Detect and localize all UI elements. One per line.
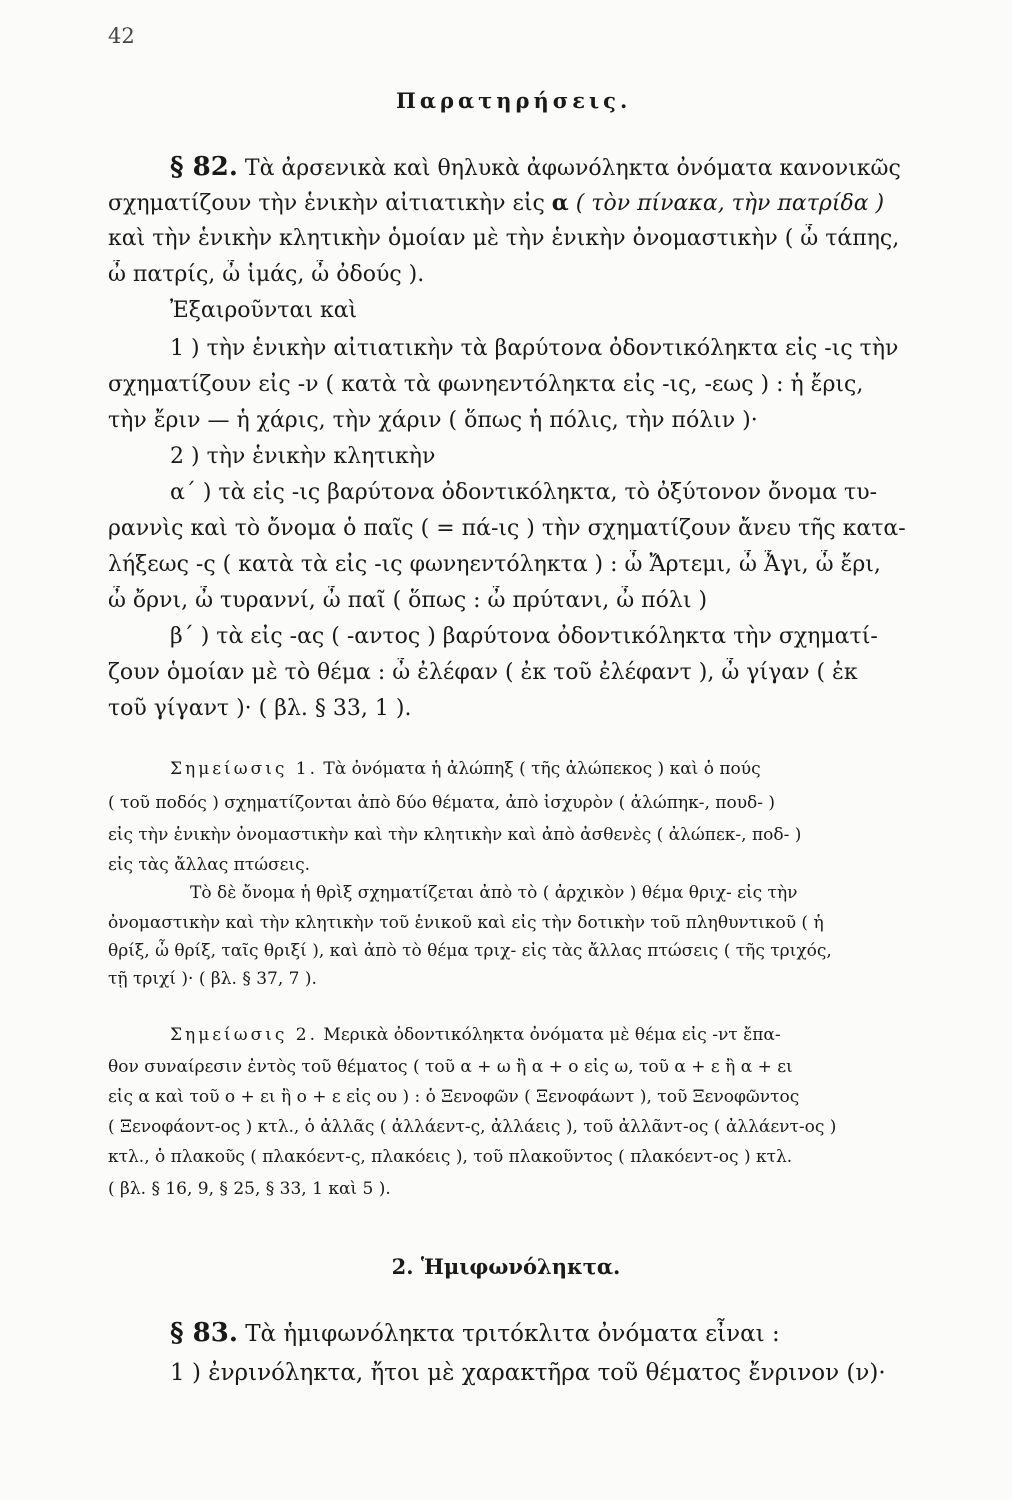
para82-line5: Ἐξαιροῦνται καὶ: [170, 298, 358, 323]
note1-line6: ὀνομαστικὴν καὶ τὴν κλητικὴν τοῦ ἑνικοῦ καὶ εἰς τὴν δοτικὴν τοῦ πληθυντικοῦ ( ἡ: [108, 913, 824, 933]
page-number: 42: [108, 24, 135, 48]
section2-heading: 2. Ἡμιφωνόληκτα.: [391, 1254, 621, 1279]
note2-line3: εἰς α καὶ τοῦ ο + ει ἢ ο + ε εἰς ου ) : ὁ Ξενοφῶν ( Ξενοφάωντ ), τοῦ Ξενοφῶντος: [108, 1087, 800, 1107]
note1-line1: Σημείωσις 1. Τὰ ὀνόματα ἡ ἀλώπηξ ( τῆς ἀλώπεκος ) καὶ ὁ πούς: [170, 759, 761, 779]
note2-line5: κτλ., ὁ πλακοῦς ( πλακόεντ-ς, πλακόεις ), τοῦ πλακοῦντος ( πλακόεντ-ος ) κτλ.: [108, 1147, 793, 1167]
note1-line7: θρίξ, ὦ θρίξ, ταῖς θριξί ), καὶ ἀπὸ τὸ θέμα τριχ- εἰς τὰς ἄλλας πτώσεις ( τῆς τριχός,: [108, 941, 832, 961]
para82-line15: ζουν ὁμοίαν μὲ τὸ θέμα : ὦ ἐλέφαν ( ἐκ τοῦ ἐλέφαντ ), ὦ γίγαν ( ἐκ: [108, 660, 858, 685]
para82-line16: τοῦ γίγαντ )· ( βλ. § 33, 1 ).: [108, 696, 412, 721]
para82-line9: 2 ) τὴν ἑνικὴν κλητικὴν: [170, 444, 436, 469]
para82-line11: ραννὶς καὶ τὸ ὄνομα ὁ παῖς ( = πά-ις ) τὴν σχηματίζουν ἄνευ τῆς κατα-: [108, 516, 906, 541]
para82-line8: τὴν ἔριν — ἡ χάρις, τὴν χάριν ( ὅπως ἡ πόλις, τὴν πόλιν )·: [108, 408, 758, 433]
para82-line12: λήξεως -ς ( κατὰ τὰ εἰς -ις φωνηεντόληκτα ) : ὦ Ἄρτεμι, ὦ Ἆγι, ὦ ἔρι,: [108, 552, 881, 577]
section-number-82: § 82.: [170, 152, 238, 182]
note2-label: Σημείωσις 2.: [170, 1025, 319, 1045]
para82-line2: σχηματίζουν τὴν ἑνικὴν αἰτιατικὴν εἰς α ( τὸν πίνακα, τὴν πατρίδα ): [108, 190, 885, 216]
para82-line13: ὦ ὄρνι, ὦ τυραννί, ὦ παῖ ( ὅπως : ὦ πρύτανι, ὦ πόλι ): [108, 588, 708, 613]
para82-line6: 1 ) τὴν ἑνικὴν αἰτιατικὴν τὰ βαρύτονα ὀδοντικόληκτα εἰς -ις τὴν: [170, 336, 899, 361]
para83-line2: 1 ) ἐνρινόληκτα, ἤτοι μὲ χαρακτῆρα τοῦ θέματος ἔνρινον (ν)·: [170, 1360, 886, 1386]
note1-line3: εἰς τὴν ἑνικὴν ὀνομαστικὴν καὶ τὴν κλητικὴν καὶ ἀπὸ ἀσθενὲς ( ἀλώπεκ-, ποδ- ): [108, 825, 802, 845]
note2-line2: θον συναίρεσιν ἐντὸς τοῦ θέματος ( τοῦ α + ω ἢ α + ο εἰς ω, τοῦ α + ε ἢ α + ει: [108, 1057, 793, 1077]
note2-line1: Σημείωσις 2. Μερικὰ ὀδοντικόληκτα ὀνόματα μὲ θέμα εἰς -ντ ἔπα-: [170, 1025, 781, 1045]
note1-line5: Τὸ δὲ ὄνομα ἡ θρὶξ σχηματίζεται ἀπὸ τὸ ( ἀρχικὸν ) θέμα θριχ- εἰς τὴν: [190, 883, 798, 903]
note1-line2: ( τοῦ ποδός ) σχηματίζονται ἀπὸ δύο θέματα, ἀπὸ ἰσχυρὸν ( ἀλώπηκ-, πουδ- ): [108, 793, 776, 813]
note1-line8: τῇ τριχί )· ( βλ. § 37, 7 ).: [108, 969, 317, 989]
para82-line1: § 82. Τὰ ἀρσενικὰ καὶ θηλυκὰ ἀφωνόληκτα ὀνόματα κανονικῶς: [170, 152, 901, 182]
section-number-83: § 83.: [170, 1318, 238, 1348]
para82-line3: καὶ τὴν ἑνικὴν κλητικὴν ὁμοίαν μὲ τὴν ἑνικὴν ὀνομαστικὴν ( ὦ τάπης,: [108, 226, 900, 251]
para82-line7: σχηματίζουν εἰς -ν ( κατὰ τὰ φωνηεντόληκτα εἰς -ις, -εως ) : ἡ ἔρις,: [108, 372, 864, 397]
para83-line1: § 83. Τὰ ἡμιφωνόληκτα τριτόκλιτα ὀνόματα εἶναι :: [170, 1318, 780, 1348]
note1-label: Σημείωσις 1.: [170, 759, 319, 779]
note2-line6: ( βλ. § 16, 9, § 25, § 33, 1 καὶ 5 ).: [108, 1179, 391, 1199]
note2-line4: ( Ξενοφάοντ-ος ) κτλ., ὁ ἀλλᾶς ( ἀλλάεντ-ς, ἀλλάεις ), τοῦ ἀλλᾶντ-ος ( ἀλλάεντ-ος ): [108, 1117, 837, 1137]
section-heading: Παρατηρήσεις.: [396, 88, 632, 113]
para82-line4: ὦ πατρίς, ὦ ἱμάς, ὦ ὀδούς ).: [108, 262, 425, 287]
para82-line10: α΄ ) τὰ εἰς -ις βαρύτονα ὀδοντικόληκτα, τὸ ὀξύτονον ὄνομα τυ-: [170, 480, 878, 505]
para82-line14: β΄ ) τὰ εἰς -ας ( -αντος ) βαρύτονα ὀδοντικόληκτα τὴν σχηματί-: [170, 624, 878, 649]
note1-line4: εἰς τὰς ἄλλας πτώσεις.: [108, 855, 311, 875]
